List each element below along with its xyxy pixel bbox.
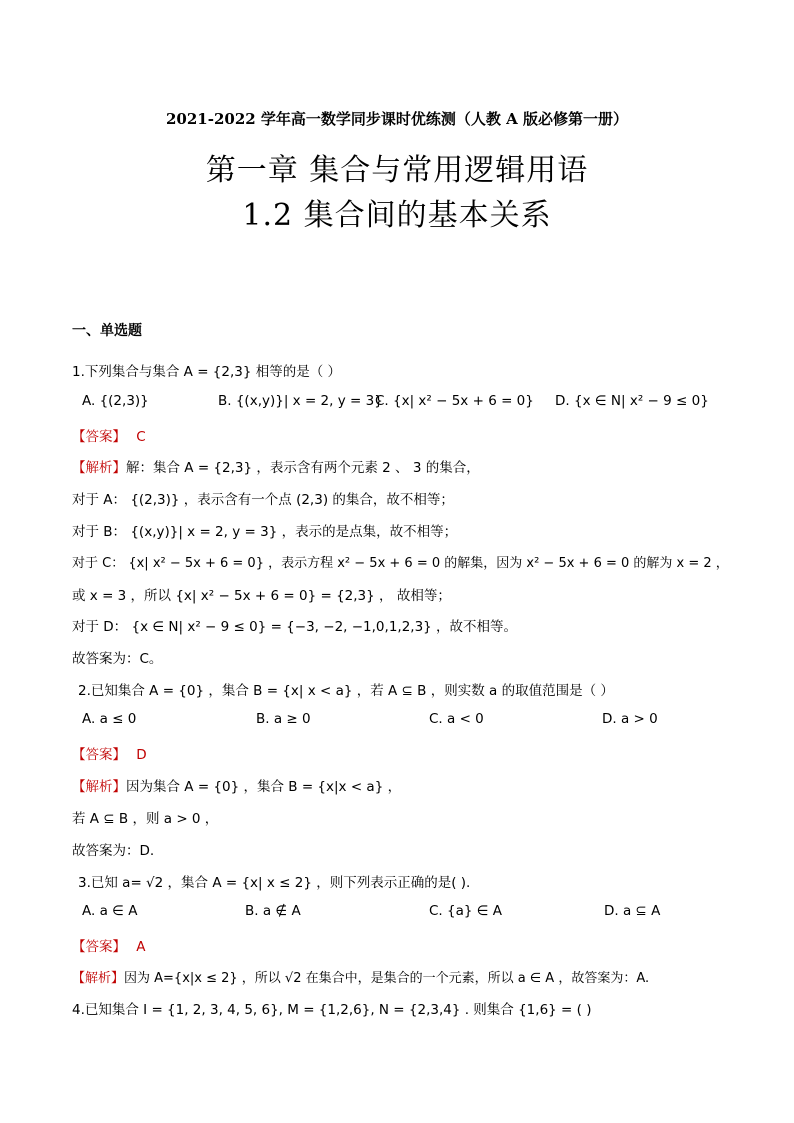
- q2-analysis-line-2: 若 A ⊆ B ，则 a > 0 ，: [72, 811, 219, 827]
- q2-answer: D: [136, 747, 147, 763]
- q1-analysis-text-1: 解：集合 A = {2,3} ，表示含有两个元素 2 、 3 的集合，: [126, 460, 480, 476]
- q3-analysis-line-1: [72, 967, 649, 986]
- q1-analysis-line-5: 或 x = 3 ，所以 {x| x² − 5x + 6 = 0} = {2,3} ， 故相等；: [72, 588, 451, 604]
- q2-option-a: A. a ≤ 0: [82, 711, 137, 727]
- q3-answer: A: [136, 939, 146, 955]
- q3-option-b: B. a ∉ A: [245, 903, 301, 919]
- q3-option-d: D. a ⊆ A: [604, 903, 661, 919]
- q3-analysis-text-1: 因为 A={x|x ≤ 2} ，所以 √2 在集合中，是集合的一个元素，所以 a ∈ A ，故答案为：A.: [124, 971, 650, 986]
- q3-answer-line: [72, 935, 146, 955]
- q1-analysis-line-4: 对于 C： {x| x² − 5x + 6 = 0} ，表示方程 x² − 5x + 6 = 0 的解集，因为 x² − 5x + 6 = 0 的解为 x = 2 ，: [72, 556, 729, 571]
- analysis-tag: 【解析】: [72, 460, 126, 476]
- chapter-title: 第一章 集合与常用逻辑用语: [205, 153, 589, 188]
- analysis-tag: 【解析】: [72, 971, 125, 986]
- q2-option-c: C. a < 0: [429, 711, 484, 727]
- q2-option-d: D. a > 0: [602, 711, 658, 727]
- q1-option-a: A. {(2,3)}: [82, 393, 149, 409]
- q2-option-b: B. a ≥ 0: [256, 711, 311, 727]
- q3-stem: 3.已知 a= √2 ，集合 A = {x| x ≤ 2} ，则下列表示正确的是( ).: [78, 875, 471, 891]
- q1-analysis-line-3: 对于 B： {(x,y)}| x = 2, y = 3} ，表示的是点集，故不相等；: [72, 524, 458, 540]
- q1-answer: C: [136, 429, 146, 445]
- q3-option-c: C. {a} ∈ A: [429, 903, 503, 919]
- q2-analysis-text-1: 因为集合 A = {0} ，集合 B = {x|x < a} ，: [126, 779, 402, 795]
- q1-analysis-line-1: [72, 456, 480, 476]
- part-heading: 一、单选题: [72, 323, 142, 339]
- q1-option-b: B. {(x,y)}| x = 2, y = 3}: [218, 393, 383, 409]
- analysis-tag: 【解析】: [72, 779, 126, 795]
- q2-analysis-line-3: 故答案为：D.: [72, 843, 155, 859]
- answer-tag: 【答案】: [72, 747, 126, 763]
- q1-analysis-line-6: 对于 D： {x ∈ N| x² − 9 ≤ 0} = {−3, −2, −1,0,1,2,3} ，故不相等。: [72, 619, 518, 635]
- section-title: 1.2 集合间的基本关系: [242, 198, 552, 233]
- q2-answer-line: [72, 743, 147, 763]
- q1-option-d: D. {x ∈ N| x² − 9 ≤ 0}: [555, 393, 709, 409]
- q1-option-c: C. {x| x² − 5x + 6 = 0}: [375, 393, 534, 409]
- q4-stem: 4.已知集合 I = {1, 2, 3, 4, 5, 6}, M = {1,2,6}, N = {2,3,4} . 则集合 {1,6} = ( ): [72, 1002, 592, 1018]
- answer-tag: 【答案】: [72, 429, 126, 445]
- q1-stem: 1.下列集合与集合 A = {2,3} 相等的是（ ）: [72, 364, 342, 380]
- q1-analysis-line-7: 故答案为：C。: [72, 651, 163, 667]
- answer-tag: 【答案】: [72, 939, 126, 955]
- q1-analysis-line-2: 对于 A： {(2,3)} ，表示含有一个点 (2,3) 的集合，故不相等；: [72, 492, 454, 508]
- q2-analysis-line-1: [72, 775, 401, 795]
- q1-answer-line: [72, 425, 146, 445]
- q3-option-a: A. a ∈ A: [82, 903, 138, 919]
- q2-stem: 2.已知集合 A = {0} ，集合 B = {x| x < a} ，若 A ⊆ B ，则实数 a 的取值范围是（ ）: [78, 683, 614, 699]
- document-header: 2021-2022 学年高一数学同步课时优练测（人教 A 版必修第一册）: [165, 110, 629, 128]
